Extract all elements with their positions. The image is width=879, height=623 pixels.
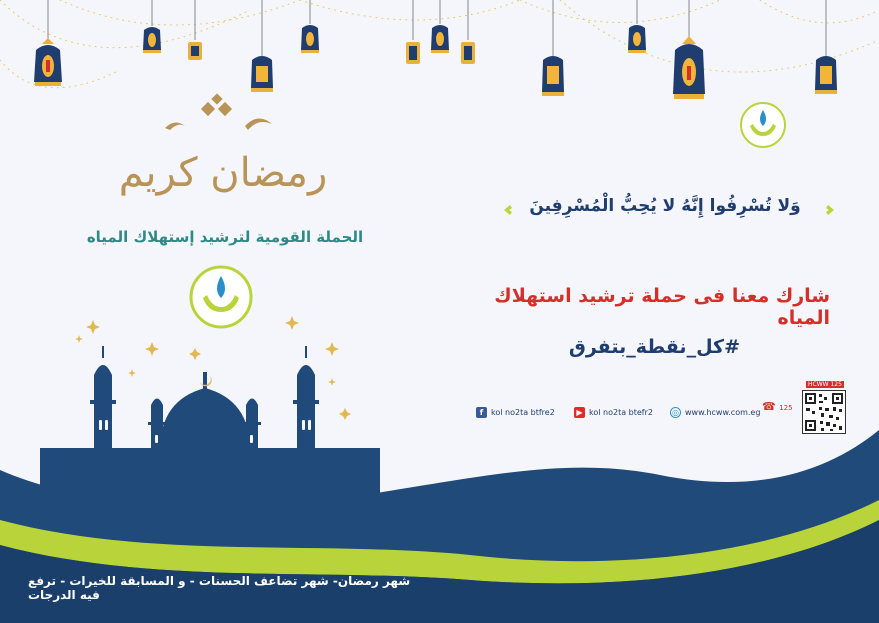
lantern <box>188 0 202 60</box>
youtube-icon: ▶ <box>574 407 585 418</box>
hotline-label: HCWW 125 <box>808 381 842 388</box>
lantern <box>815 0 837 94</box>
call-to-action: شارك معنا فى حملة ترشيد استهلاك المياه <box>494 285 830 329</box>
campaign-logo <box>188 264 254 330</box>
facebook-icon: f <box>476 407 487 418</box>
qr-code[interactable] <box>802 390 846 434</box>
ramadan-kareem-title: رمضان كريم <box>118 150 328 196</box>
lantern <box>301 0 319 53</box>
phone-icon: ☎ <box>762 400 776 413</box>
mosque-silhouette <box>40 346 380 508</box>
quran-verse: وَلا تُسْرِفُوا إِنَّهُ لا يُحِبُّ الْمُسْرِفِينَ <box>529 196 801 216</box>
lantern <box>251 0 273 92</box>
lantern <box>461 0 475 64</box>
lantern <box>143 0 161 53</box>
lantern <box>628 0 646 53</box>
hotline[interactable] <box>762 400 793 413</box>
youtube-handle: kol no2ta btefr2 <box>589 407 653 417</box>
hotline-number: 125 <box>779 404 793 412</box>
calligraphy-ornament <box>165 93 272 130</box>
website-link[interactable] <box>670 405 760 419</box>
website-url: www.hcww.com.eg <box>685 407 761 417</box>
footer-slogan: شهر رمضان- شهر تضاعف الحسنات - و المسابقة للخيرات - ترفع فيه الدرجات <box>28 574 411 602</box>
campaign-hashtag: #كل_نقطة_بتفرق <box>568 336 740 358</box>
globe-icon: ◎ <box>670 407 681 418</box>
lantern <box>431 0 449 53</box>
lantern <box>406 0 420 64</box>
campaign-name: الحملة القومية لترشيد إستهلاك المياه <box>86 228 364 246</box>
lantern <box>34 0 62 86</box>
facebook-handle: kol no2ta btfre2 <box>491 407 555 417</box>
youtube-link[interactable] <box>574 405 653 419</box>
hanging-lanterns <box>34 0 837 99</box>
campaign-logo-small <box>738 100 788 150</box>
facebook-link[interactable] <box>476 405 555 419</box>
